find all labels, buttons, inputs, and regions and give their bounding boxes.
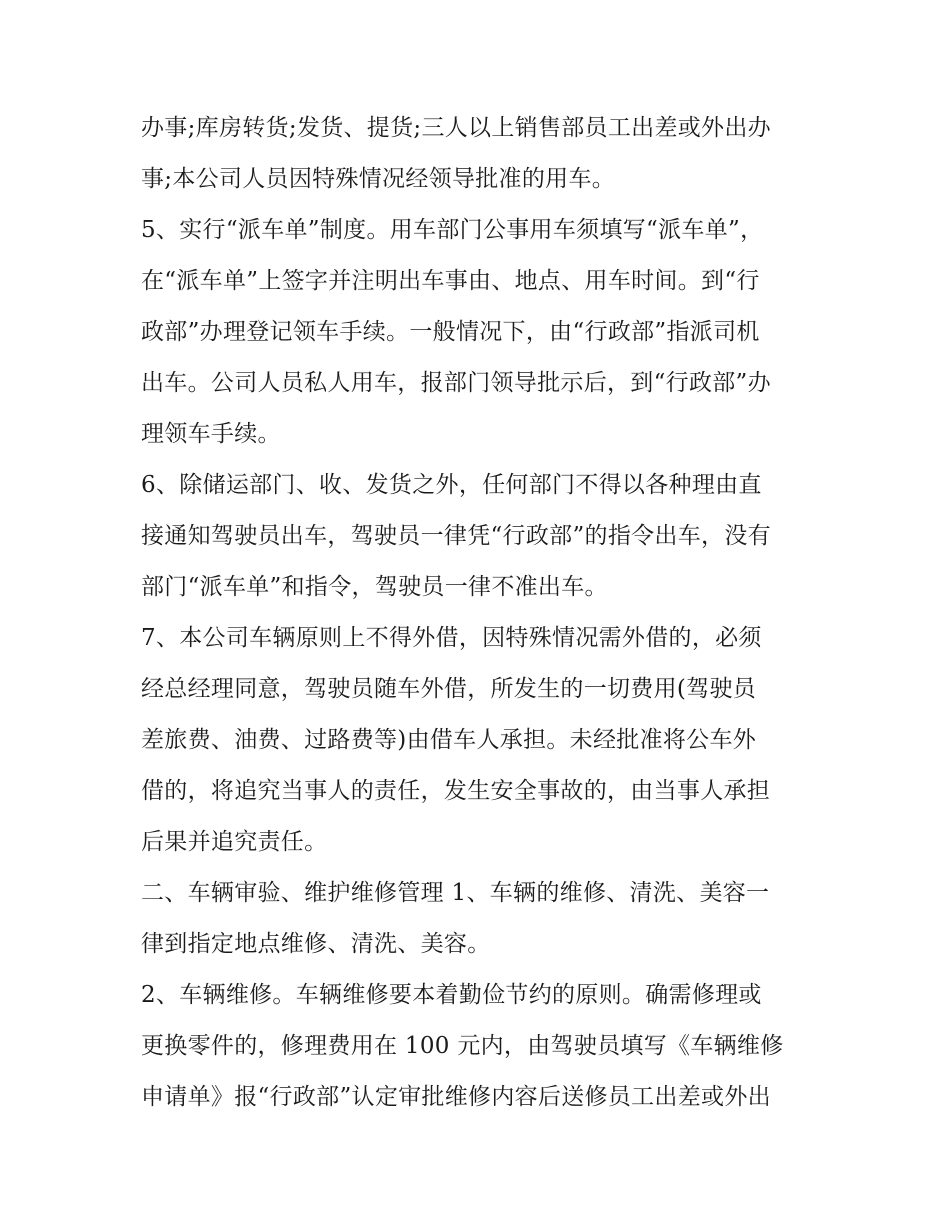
text-line: 二、车辆审验、维护维修管理 1、车辆的维修、清洗、美容一 [141, 880, 770, 906]
text-line: 借的，将追究当事人的责任，发生安全事故的，由当事人承担 [141, 778, 771, 804]
text-line: 6、除储运部门、收、发货之外，任何部门不得以各种理由直 [141, 472, 762, 498]
text-line: 申请单》报“行政部”认定审批维修内容后送修员工出差或外出 [141, 1084, 771, 1110]
text-line: 在“派车单”上签字并注明出车事由、地点、用车时间。到“行 [141, 268, 760, 294]
text-line: 经总经理同意，驾驶员随车外借，所发生的一切费用(驾驶员 [141, 676, 757, 702]
text-line: 7、本公司车辆原则上不得外借，因特殊情况需外借的，必须 [141, 625, 762, 651]
text-line: 5、实行“派车单”制度。用车部门公事用车须填写“派车单”， [141, 217, 764, 243]
text-line: 事;本公司人员因特殊情况经领导批准的用车。 [141, 166, 616, 192]
text-line: 律到指定地点维修、清洗、美容。 [141, 931, 491, 957]
text-line: 办事;库房转货;发货、提货;三人以上销售部员工出差或外出办 [141, 115, 771, 141]
text-line: 接通知驾驶员出车，驾驶员一律凭“行政部”的指令出车，没有 [141, 523, 771, 549]
text-line: 部门“派车单”和指令，驾驶员一律不准出车。 [141, 574, 608, 600]
text-line: 后果并追究责任。 [141, 829, 328, 855]
text-line: 理领车手续。 [141, 421, 281, 447]
text-line: 出车。公司人员私人用车，报部门领导批示后，到“行政部”办 [141, 370, 771, 396]
text-line: 2、车辆维修。车辆维修要本着勤俭节约的原则。确需修理或 [141, 982, 762, 1008]
text-line: 差旅费、油费、过路费等)由借车人承担。未经批准将公车外 [141, 727, 757, 753]
text-line: 政部”办理登记领车手续。一般情况下，由“行政部”指派司机 [141, 319, 760, 345]
text-line: 更换零件的，修理费用在 100 元内，由驾驶员填写《车辆维修 [141, 1033, 784, 1059]
